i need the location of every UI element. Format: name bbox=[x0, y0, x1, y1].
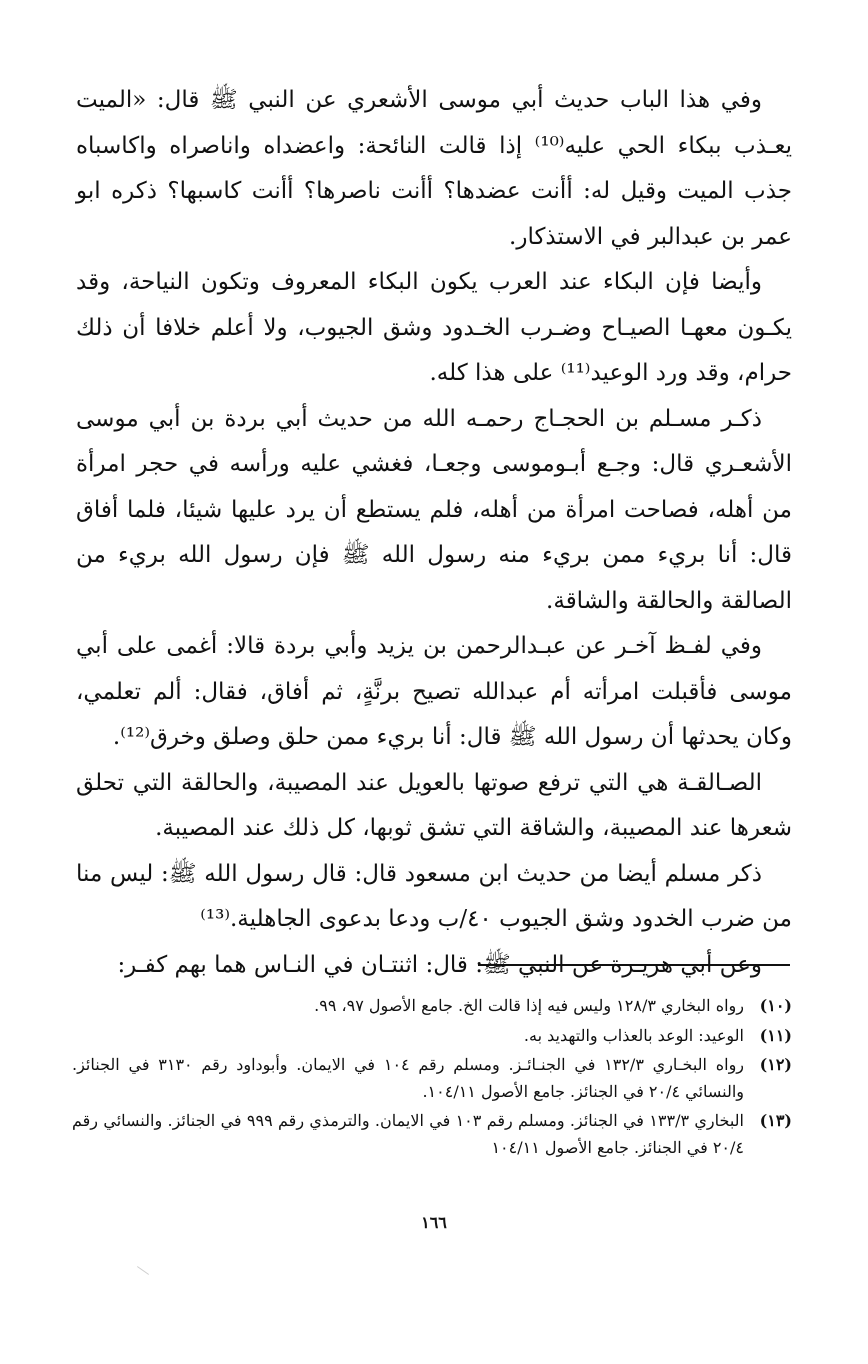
footnote-text: رواه البخاري ١٢٨/٣ وليس فيه إذا قالت الخ. جامع الأصول ٩٧، ٩٩. bbox=[314, 996, 744, 1015]
footnote-number: (١١) bbox=[759, 1025, 792, 1045]
footnote-text: الوعيد: الوعد بالعذاب والتهديد به. bbox=[523, 1025, 744, 1045]
page-number: ١٦٦ bbox=[421, 1213, 447, 1232]
paragraph-5: الصـالقـة هي التي ترفع صوتها بالعويل عند المصيبة، والحالقة التي تحلق شعرها عند المصيبة، والشاقة التي تشق ثوبها، كل ذلك عند المصيبة. bbox=[76, 769, 792, 841]
main-text-block bbox=[76, 78, 792, 988]
footnote-number: (١٠) bbox=[759, 996, 792, 1015]
footnote-number: (١٣) bbox=[759, 1111, 792, 1130]
paragraph-6: ذكر مسلم أيضا من حديث ابن مسعود قال: قال رسول الله ﷺ: ليس منا من ضرب الخدود وشق الجيوب ٤٠/ب ودعا بدعوى الجاهلية.⁽¹³⁾ bbox=[76, 860, 792, 932]
paragraph-4: وفي لفـظ آخـر عن عبـدالرحمن بن يزيد وأبي بردة قالا: أغمى على أبي موسى فأقبلت امرأته أم عبدالله تصيح برنَّةٍ، ثم أفاق، فقال: ألم تعلمي، وكان يحدثها أن رسول الله ﷺ قال: أنا بريء ممن حلق وصلق وخرق⁽¹²⁾. bbox=[76, 633, 792, 750]
paragraph-3: ذكـر مسـلم بن الحجـاج رحمـه الله من حديث أبي بردة بن أبي موسى الأشعـري قال: وجـع أبـوموسى وجعـا، فغشي عليه ورأسه في حجر امرأة من أهله، فصاحت امرأة من أهله، فلم يستطع أن يرد عليها شيئا، فلما أفاق قال: أنا بريء ممن بريء منه رسول الله ﷺ فإن رسول الله بريء من الصالقة والحالقة والشاقة. bbox=[76, 405, 792, 614]
paragraph-2: وأيضا فإن البكاء عند العرب يكون البكاء المعروف وتكون النياحة، وقد يكـون معهـا الصيـاح وضـرب الخـدود وشق الجيوب، ولا أعلم خلافا أن ذلك حرام، وقد ورد الوعيد⁽¹¹⁾ على هذا كله. bbox=[76, 269, 792, 386]
footnotes bbox=[72, 993, 792, 1164]
footnote-10 bbox=[72, 993, 792, 1020]
footnote-13 bbox=[72, 1108, 792, 1161]
footnote-separator bbox=[478, 964, 790, 966]
footnote-11 bbox=[72, 1023, 792, 1050]
footnote-12 bbox=[72, 1052, 792, 1105]
scan-speck bbox=[137, 1266, 149, 1275]
footnote-number: (١٢) bbox=[759, 1055, 792, 1074]
paragraph-7: وعن أبي هريـرة عن النبي ﷺ: قال: اثنتـان في النـاس هما بهم كفـر: bbox=[117, 951, 762, 978]
paragraph-1: وفي هذا الباب حديث أبي موسى الأشعري عن النبي ﷺ قال: «الميت يعـذب ببكاء الحي عليه⁽¹⁰⁾ إذا قالت النائحة: واعضداه واناصراه واكاسباه جذب الميت وقيل له: أأنت عضدها؟ أأنت ناصرها؟ أأنت كاسبها؟ ذكره ابو عمر بن عبدالبر في الاستذكار. bbox=[76, 87, 793, 250]
footnote-text: البخاري ١٣٣/٣ في الجنائز. ومسلم رقم ١٠٣ في الايمان. والترمذي رقم ٩٩٩ في الجنائز. والنسائي رقم ٢٠/٤ في الجنائز. جامع الأصول ١٠٤/١١ bbox=[72, 1111, 745, 1157]
footnote-text: رواه البخـاري ١٣٢/٣ في الجنـائـز. ومسلم رقم ١٠٤ في الايمان. وأبوداود رقم ٣١٣٠ في الجنائز. والنسائي ٢٠/٤ في الجنائز. جامع الأصول ١٠٤/١١. bbox=[72, 1055, 745, 1101]
